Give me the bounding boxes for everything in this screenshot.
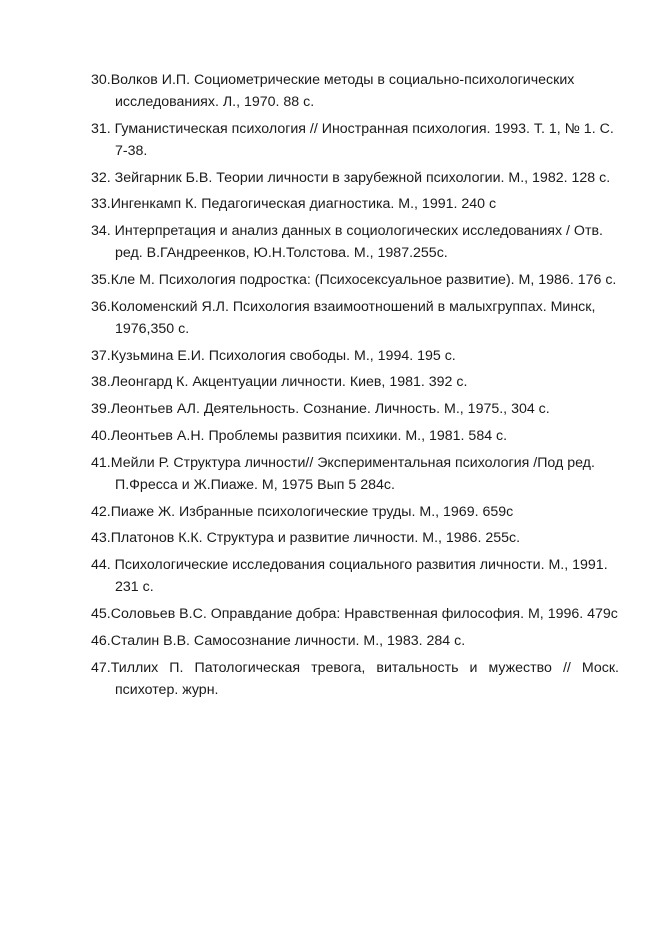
reference-item-32: 32. Зейгарник Б.В. Теории личности в зарубежной психологии. М., 1982. 128 с. [91,169,611,186]
reference-item-33: 33.Ингенкамп К. Педагогическая диагностика. М., 1991. 240 с [91,196,497,213]
reference-item-42: 42.Пиаже Ж. Избранные психологические труды. М., 1969. 659с [91,503,514,520]
reference-item-47: 47.Тиллих П. Патологическая тревога, витальность и мужество // Моск. психотер. журн. [91,659,619,698]
reference-item-37: 37.Кузьмина Е.И. Психология свободы. М., 1994. 195 с. [91,347,456,364]
reference-item-41: 41.Мейли Р. Структура личности// Экспериментальная психология /Под ред. П.Фресса и Ж.Пиаже. М, 1975 Вып 5 284с. [91,454,595,493]
reference-item-35: 35.Кле М. Психология подростка: (Психосексуальное развитие). М, 1986. 176 с. [91,271,617,288]
reference-item-45: 45.Соловьев В.С. Оправдание добра: Нравственная философия. М, 1996. 479с [91,605,618,622]
reference-item-34: 34. Интерпретация и анализ данных в социологических исследованиях / Отв. ред. В.ГАндреенков, Ю.Н.Толстова. М., 1987.255с. [91,223,603,262]
reference-item-31: 31. Гуманистическая психология // Иностранная психология. 1993. Т. 1, № 1. С. 7-38. [91,120,614,159]
reference-item-40: 40.Леонтьев А.Н. Проблемы развития психики. М., 1981. 584 с. [91,427,508,444]
reference-item-36: 36.Коломенский Я.Л. Психология взаимоотношений в малыхгруппах. Минск, 1976,350 с. [91,298,596,337]
reference-item-43: 43.Платонов К.К. Структура и развитие личности. М., 1986. 255с. [91,530,521,547]
reference-item-30: 30.Волков И.П. Социометрические методы в социально-психологических исследованиях. Л., 1970. 88 с. [91,72,575,110]
reference-list [91,69,619,705]
reference-item-46: 46.Сталин В.В. Самосознание личности. М., 1983. 284 с. [91,632,466,649]
reference-item-44: 44. Психологические исследования социального развития личности. М., 1991. 231 с. [91,557,608,596]
reference-item-39: 39.Леонтьев АЛ. Деятельность. Сознание. Личность. М., 1975., 304 с. [91,401,550,418]
reference-item-38: 38.Леонгард К. Акцентуации личности. Киев, 1981. 392 с. [91,374,468,391]
